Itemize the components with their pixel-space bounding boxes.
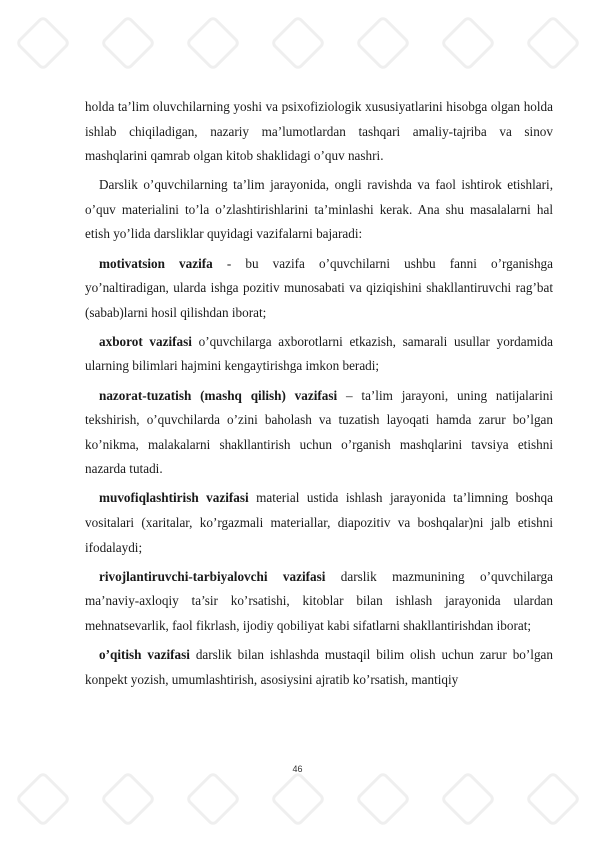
paragraph-text: holda ta’lim oluvchilarning yoshi va psixofiziologik xususiyatlarini hisobga olgan holda ishlab chiqiladigan, nazariy ma’lumotlardan tashqari amaliy-tajriba va sinov mashqlarini qamrab olgan kitob shaklidagi o’quv nashri. [85, 99, 553, 164]
term-label: muvofiqlashtirish vazifasi [99, 490, 249, 506]
paragraph [85, 330, 553, 379]
paragraph-text: darslik mazmunining o’quvchilarga ma’naviy-axloqiy ta’sir ko’rsatishi, kitoblar bilan ishlash jarayonida ulardan mehnatsevarlik, faol fikrlash, ijodiy qobiliyat kabi sifatlarni shakllantirishdan iborat; [85, 568, 554, 633]
term-label: motivatsion vazifa [99, 255, 213, 271]
paragraph-text: darslik bilan ishlashda mustaqil bilim olish uchun zarur bo’lgan konpekt yozish, umumlashtirish, asosiysini ajratib ko’rsatish, mantiqiy [85, 646, 553, 687]
page-number: 46 [292, 764, 303, 774]
term-label: rivojlantiruvchi-tarbiyalovchi vazifasi [99, 568, 326, 584]
paragraph [85, 643, 553, 692]
paragraph-text: – ta’lim jarayoni, uning natijalarini tekshirish, o’quvchilarda o’zini baholash va tuzatish layoqati hamda zarur bo’lgan ko’nikma, malakalarni shakllantirish uchun o’rganish mashqlarini tavsiya etishni nazarda tutadi. [85, 387, 553, 477]
paragraph [85, 173, 553, 247]
paragraph [85, 95, 553, 169]
watermark [0, 774, 595, 824]
paragraph-text: - bu vazifa o’quvchilarni ushbu fanni o’rganishga yo’naltiradigan, ularda ishga pozitiv munosabati va qiziqishini shakllantiruvchi rag’bat (sabab)larni hosil qilishdan iborat; [85, 255, 553, 320]
watermark [0, 18, 595, 68]
paragraph-text: Darslik o’quvchilarning ta’lim jarayonida, ongli ravishda va faol ishtirok etishlari, o’quv materialini to’la o’zlashtirishlarini ta’minlashi kerak. Ana shu masalalarni hal etish yo’lida darsliklar quyidagi vazifalarni bajaradi: [85, 177, 553, 242]
paragraph [85, 486, 553, 560]
paragraph [85, 384, 553, 482]
paragraph-text: material ustida ishlash jarayonida ta’limning boshqa vositalari (xaritalar, ko’rgazmali materiallar, diapozitiv va boshqalar)ni jalb etishni ifodalaydi; [85, 490, 553, 555]
term-label: nazorat-tuzatish (mashq qilish) vazifasi [99, 387, 338, 403]
term-label: axborot vazifasi [99, 333, 192, 349]
term-label: o’qitish vazifasi [99, 646, 190, 662]
paragraph [85, 565, 553, 639]
document-body [85, 95, 553, 697]
paragraph-text: o’quvchilarga axborotlarni etkazish, samarali usullar yordamida ularning bilimlari hajmini kengaytirishga imkon beradi; [85, 333, 554, 374]
paragraph [85, 252, 553, 326]
